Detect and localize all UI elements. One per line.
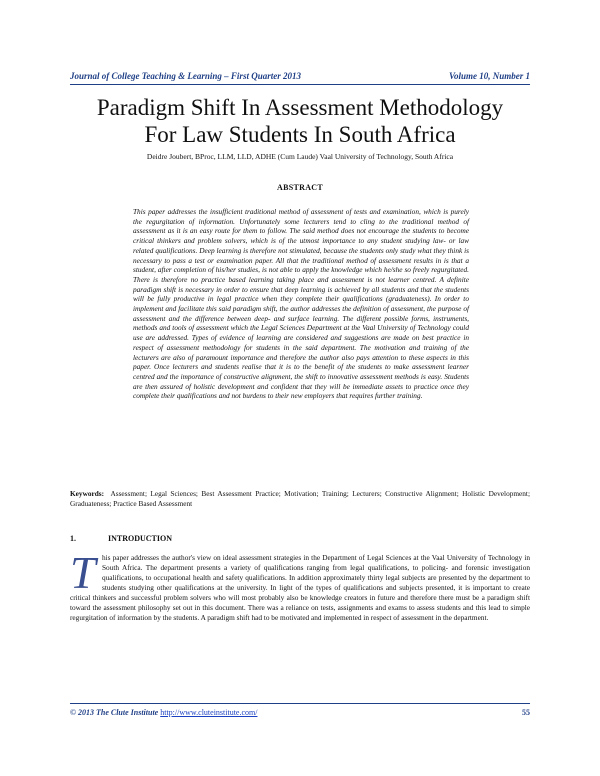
copyright: © 2013 The Clute Institute	[70, 708, 159, 717]
introduction-body	[70, 547, 530, 623]
keywords-label: Keywords:	[70, 489, 105, 498]
abstract-body: This paper addresses the insufficient traditional method of assessment of tests and examination, which is purely the regurgitation of information. Unfortunately some lecturers tend to cling to the traditional method of assessment as it is an easy route for them to follow. The said method does not encourage the students to become critical thinkers and problem solvers, which is of the utmost importance to any student studying law- or law related qualifications. Deep learning is therefore not stimulated, because the students only study what they think is necessary to pass a test or examination paper. All that the traditional method of assessment results in is that a student, after completion of his/her studies, is not able to apply the knowledge which he/she so freely regurgitated. There is therefore no practice based learning taking place and assessment is not learner centred. A definite paradigm shift is necessary in order to ensure that deep learning is achieved by all students and that the students will be fully productive in legal practice when they complete their qualifications (graduateness). In order to implement and facilitate this said paradigm shift, the author addresses the definition of assessment, the purpose of assessment and the difference between deep- and surface learning. The different possible forms, instruments, methods and tools of assessment which the Legal Sciences Department at the Vaal University of Technology could use are addressed. Types of evidence of learning are considered and suggestions are made on best practice in respect of assessment methodology for students in the said department. The motivation and training of the lecturers are also of paramount importance and therefore the author also pays attention to these aspects in this paper. Once lecturers and students realise that it is to the benefit of the students to make assessment learner centred and the importance of constructive alignment, the shift to innovative assessment methods is easy. Students are then assured of holistic development and confident that they will be immediate assets to practice once they complete their qualifications and not burdens to their new employers that requires further training.	[133, 207, 469, 401]
title-line-2: For Law Students In South Africa	[144, 122, 456, 147]
header-divider	[70, 84, 530, 85]
publisher-link[interactable]: http://www.cluteinstitute.com/	[160, 708, 258, 717]
introduction-text: his paper addresses the author's view on ideal assessment strategies in the Department of Legal Sciences at the Vaal University of Technology in South Africa. The department presents a variety of qualifications ranging from legal qualifications, to policing- and forensic investigation qualifications, to occupational health and safety qualifications. In addition approximately thirty legal subjects are presented by the department to students studying other qualifications at the university. In light of the types of qualifications and subjects presented, it is important to create critical thinkers and successful problem solvers who will most probably also be knowledge creators in future and therefore there must be a paradigm shift toward the assessment philosophy set out in this document. There was a reliance on tests, assignments and exams to assess students and this lead to simple regurgitation of information by the students. A paradigm shift had to be motivated and implemented in respect of assessment in the department.	[70, 553, 530, 622]
volume-number: Volume 10, Number 1	[448, 71, 530, 81]
section-number: 1.	[70, 534, 76, 543]
footer-divider	[70, 703, 530, 704]
page-number: 55	[522, 708, 530, 717]
section-heading	[70, 534, 530, 543]
keywords-list: Assessment; Legal Sciences; Best Assessment Practice; Motivation; Training; Lecturers; Constructive Alignment; Holistic Development; Graduateness; Practice Based Assessment	[70, 489, 530, 508]
drop-cap: T	[70, 547, 96, 598]
footer-left	[70, 708, 257, 717]
keywords	[70, 489, 530, 509]
section-title: INTRODUCTION	[108, 534, 173, 543]
paper-title	[60, 94, 540, 148]
page-footer	[70, 708, 530, 720]
author-line: Deidre Joubert, BProc, LLM, LLD, ADHE (Cum Laude) Vaal University of Technology, South Africa	[146, 152, 454, 161]
journal-name: Journal of College Teaching & Learning – First Quarter 2013	[70, 71, 301, 81]
running-header	[70, 71, 530, 85]
abstract-heading: ABSTRACT	[277, 183, 323, 192]
title-line-1: Paradigm Shift In Assessment Methodology	[96, 95, 504, 120]
